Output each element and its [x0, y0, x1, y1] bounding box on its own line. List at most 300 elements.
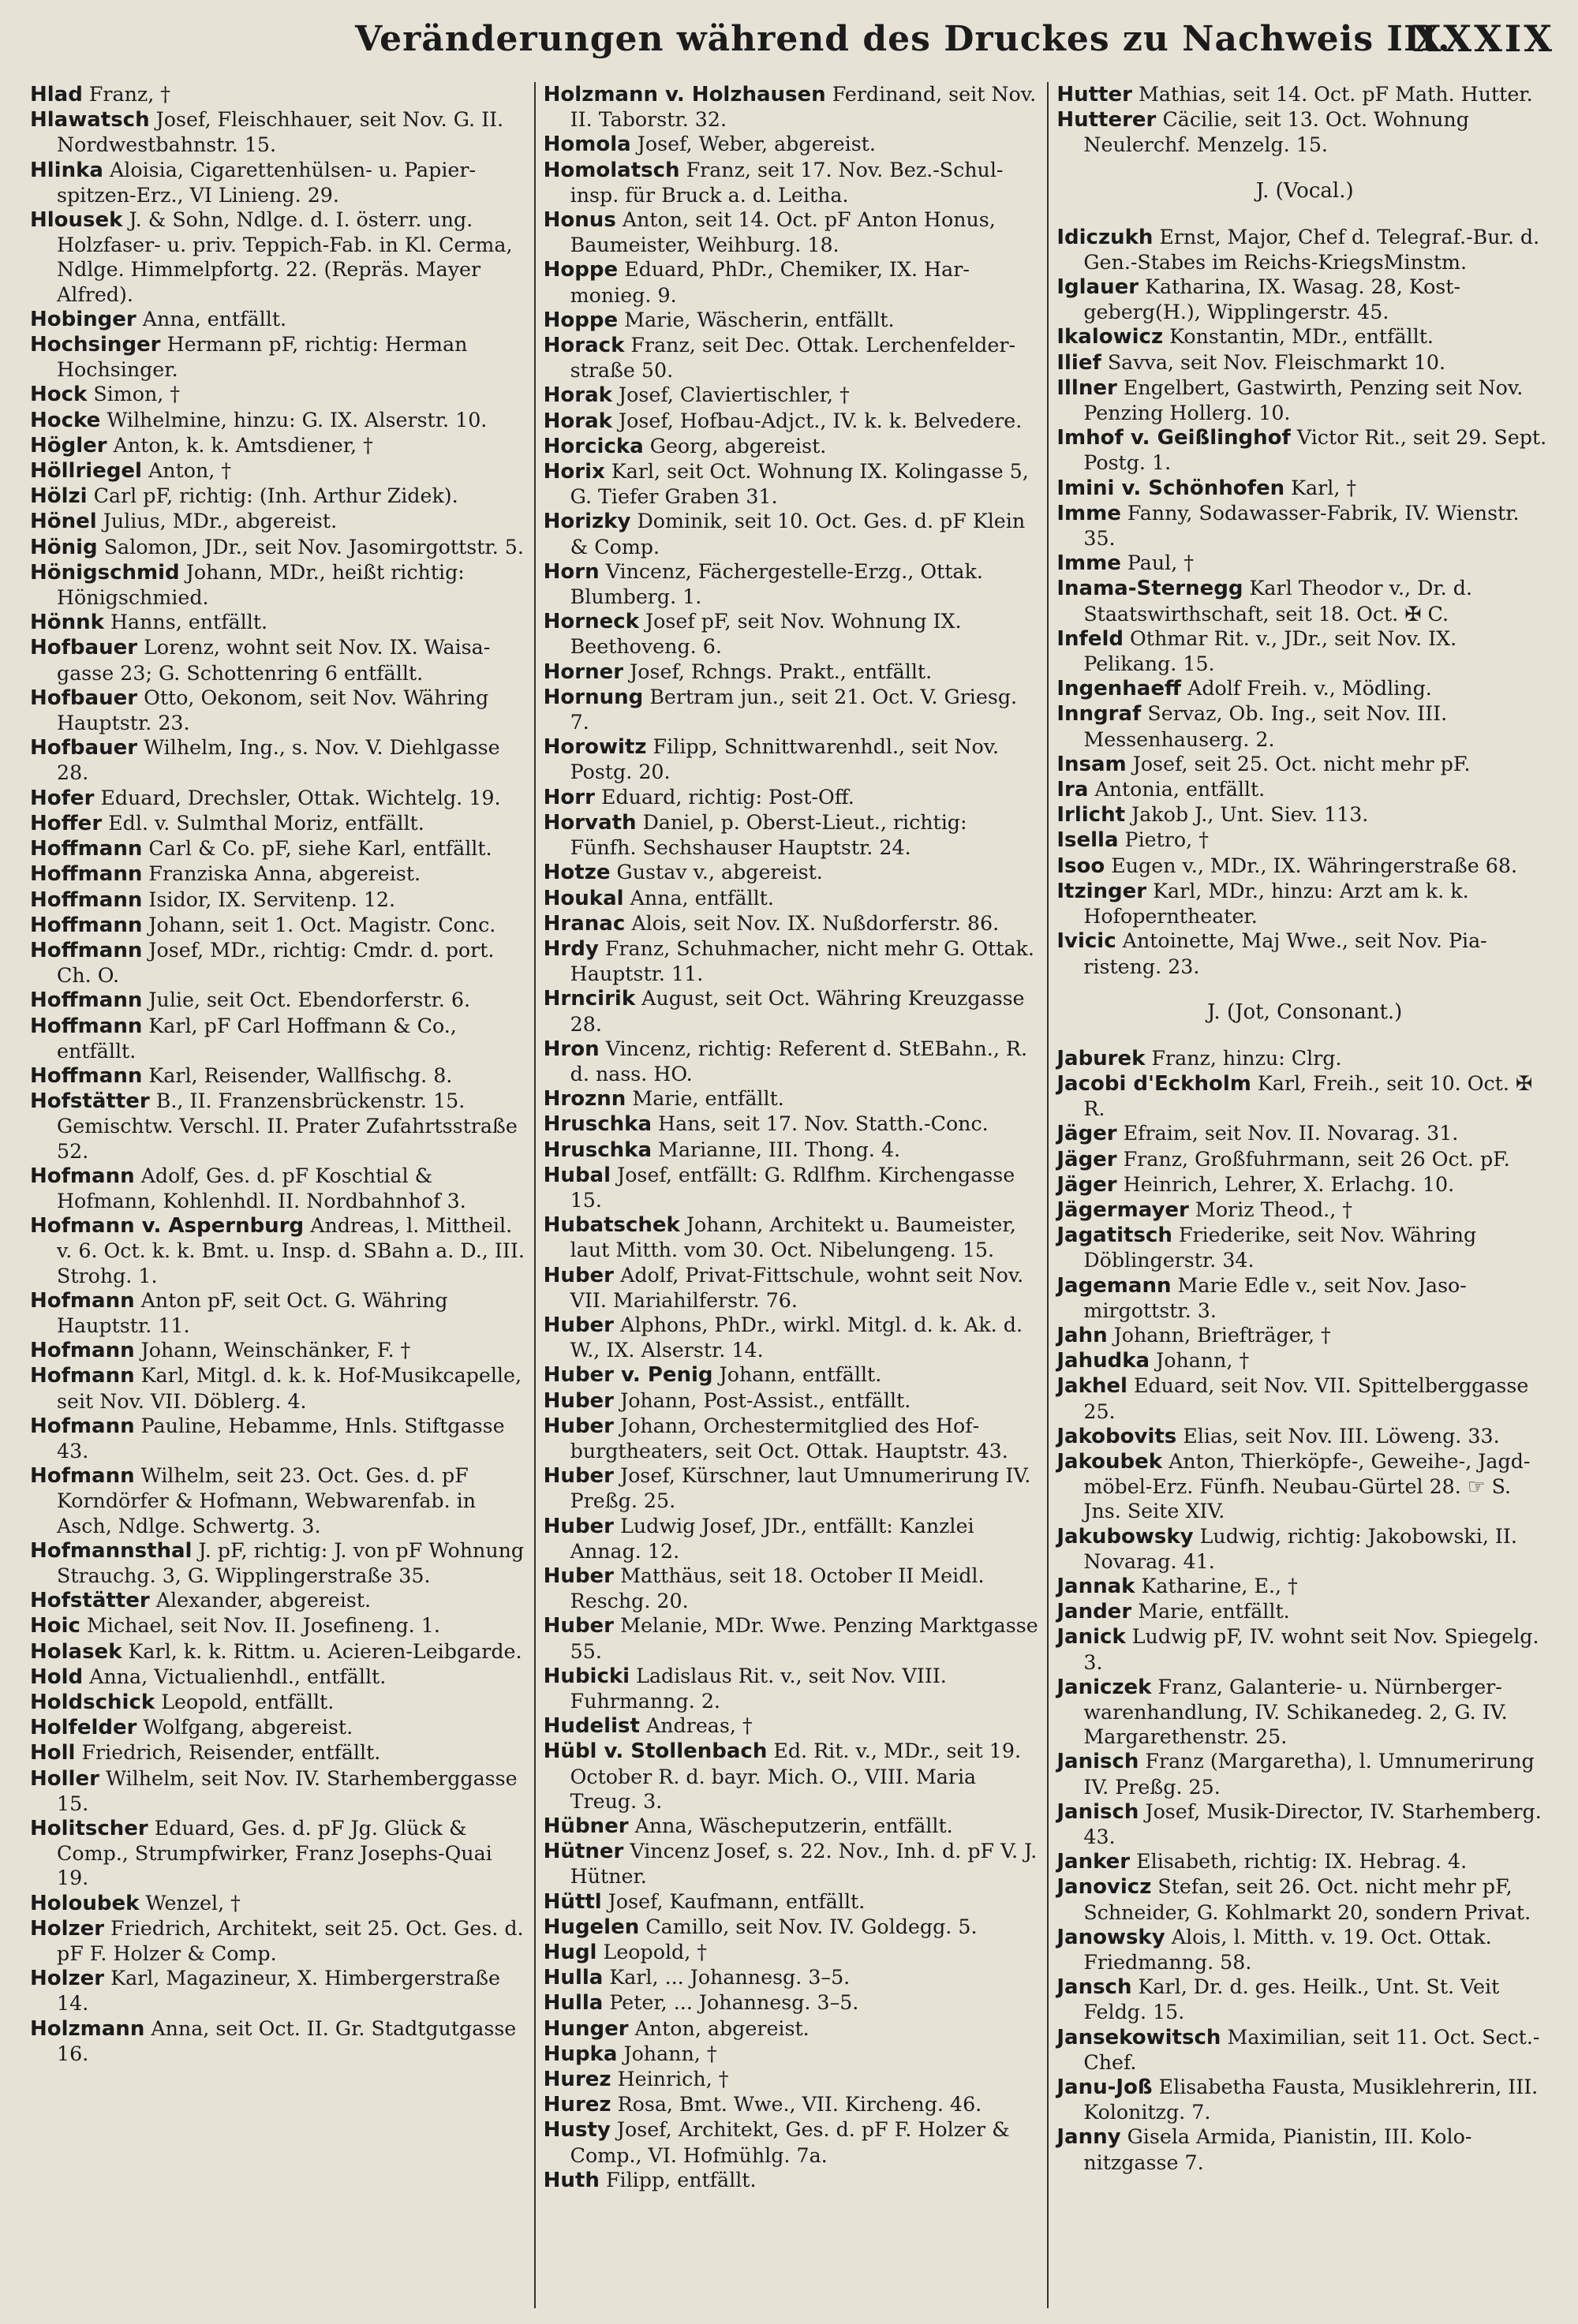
entry-text: Franz, seit Dec. Ottak. Lerchenfelderstraße 50. [570, 334, 1015, 383]
entry-name: Hrdy [543, 936, 599, 961]
entry-text: Antonia, entfällt. [1094, 778, 1266, 801]
entry-text: August, seit Oct. Währing Kreuzgasse 28. [570, 987, 1025, 1036]
entry-text: Jakob J., Unt. Siev. 113. [1131, 803, 1369, 827]
entry-name: Huber [543, 1414, 615, 1438]
entry-name: Hunger [543, 2016, 629, 2041]
directory-entry [30, 307, 526, 332]
entry-text: Ferdinand, seit Nov. II. Taborstr. 32. [570, 83, 1037, 132]
directory-entry [30, 1740, 526, 1765]
entry-text: Karl, Reisender, Wallfischg. 8. [148, 1063, 453, 1087]
entry-text: Josef, Kürschner, laut Umnumerirung IV. Preßg. 25. [570, 1464, 1031, 1513]
directory-entry [30, 382, 526, 407]
entry-text: Anna, entfällt. [142, 307, 287, 331]
directory-entry [30, 913, 526, 938]
directory-entry [544, 860, 1040, 885]
directory-entry [1056, 676, 1553, 701]
directory-entry [1056, 1874, 1553, 1924]
entry-name: Huth [543, 2168, 600, 2192]
directory-entry [30, 1063, 526, 1089]
entry-name: Hock [30, 383, 88, 407]
entry-name: Horix [543, 460, 605, 484]
entry-name: Jakubowsky [1056, 1524, 1194, 1549]
directory-entry [1056, 2025, 1553, 2075]
directory-entry [1056, 828, 1553, 853]
directory-entry [30, 735, 526, 785]
entry-text: Ed. Rit. v., MDr., seit 19. October R. d. bayr. Mich. O., VIII. Maria Treug. 3. [570, 1739, 1022, 1813]
entry-text: Friederike, seit Nov. Währing Döblingerstr. 34. [1083, 1224, 1477, 1272]
entry-text: Anton pF, seit Oct. G. Währing Hauptstr. 11. [57, 1288, 448, 1337]
directory-entry [1056, 2075, 1553, 2124]
directory-entry [1056, 1849, 1553, 1874]
entry-name: Hupka [543, 2042, 618, 2066]
entry-text: Wilhelmine, hinzu: G. IX. Alserstr. 10. [107, 408, 488, 432]
entry-name: Imhof v. Geißlinghof [1056, 426, 1291, 450]
entry-text: Johann, Architekt u. Baumeister, laut Mitth. vom 30. Oct. Nibelungeng. 15. [570, 1213, 1016, 1262]
directory-entry [544, 1839, 1040, 1889]
directory-entry [1056, 1449, 1553, 1524]
entry-name: Hugl [543, 1941, 597, 1965]
entry-text: Efraim, seit Nov. II. Novarag. 31. [1123, 1122, 1459, 1145]
directory-entry [1056, 1223, 1553, 1272]
entry-text: Wenzel, † [145, 1891, 241, 1915]
entry-name: Ivicic [1056, 929, 1116, 954]
entry-text: Anna, seit Oct. II. Gr. Stadtgutgasse 16. [57, 2016, 517, 2065]
directory-entry [544, 1514, 1040, 1564]
directory-entry [544, 158, 1040, 207]
directory-entry [544, 308, 1040, 333]
entry-text: Filipp, Schnittwarenhdl., seit Nov. Postg. 20. [570, 735, 1000, 784]
directory-entry [30, 1463, 526, 1538]
entry-text: Isidor, IX. Servitenp. 12. [148, 887, 396, 911]
entry-text: Johann, Weinschänker, F. † [140, 1339, 411, 1362]
entry-name: Hütner [543, 1840, 624, 1864]
directory-entry [1056, 425, 1553, 475]
entry-text: Karl, k. k. Rittm. u. Acieren-Leibgarde. [128, 1639, 522, 1663]
entry-name: Huber [543, 1564, 615, 1588]
entry-name: Hoffmann [30, 837, 143, 861]
entry-name: Jaburek [1056, 1046, 1146, 1070]
entry-text: Wilhelm, seit 23. Oct. Ges. d. pF Korndörfer & Hofmann, Webwarenfab. in Asch, Ndlge. Schwertg. 3. [57, 1464, 477, 1538]
entry-text: Franz, seit 17. Nov. Bez.-Schulinsp. für Bruck a. d. Leitha. [570, 158, 1004, 207]
entry-text: Eugen v., MDr., IX. Währingerstraße 68. [1111, 854, 1518, 877]
entry-text: Karl, pF Carl Hoffmann & Co., entfällt. [57, 1014, 457, 1063]
entry-name: Itzinger [1056, 879, 1147, 903]
directory-entry [544, 2016, 1040, 2042]
entry-name: Illner [1056, 376, 1117, 400]
entry-name: Horr [543, 785, 595, 809]
directory-entry [544, 1664, 1040, 1713]
directory-entry [1056, 802, 1553, 828]
entry-name: Hönigschmid [30, 560, 180, 585]
entry-name: Isella [1056, 828, 1119, 853]
entry-name: Hofstätter [30, 1089, 150, 1114]
directory-entry [1056, 1675, 1553, 1750]
directory-entry [544, 659, 1040, 685]
entry-text: Aloisia, Cigarettenhülsen- u. Papierspitzen-Erz., VI Linieng. 29. [57, 158, 477, 207]
directory-entry [544, 82, 1040, 132]
entry-text: Anton, k. k. Amtsdiener, † [113, 433, 373, 457]
entry-text: Johann, Briefträger, † [1113, 1323, 1331, 1347]
entry-name: Hulla [543, 1966, 604, 1990]
entry-text: Hanns, entfällt. [110, 611, 268, 634]
directory-entry [544, 459, 1040, 509]
directory-entry [544, 734, 1040, 784]
directory-entry [544, 936, 1040, 986]
entry-text: Marie Edle v., seit Nov. Jasomirgottstr. 3. [1083, 1273, 1467, 1322]
directory-entry [1056, 854, 1553, 879]
entry-text: Bertram jun., seit 21. Oct. V. Griesg. 7. [570, 685, 1018, 734]
entry-text: Eduard, Drechsler, Ottak. Wichtelg. 19. [100, 786, 501, 809]
entry-text: Hermann pF, richtig: Herman Hochsinger. [57, 333, 468, 382]
entry-name: Hofmann [30, 1464, 135, 1489]
directory-entry [30, 332, 526, 382]
entry-name: Hoppe [543, 258, 619, 282]
directory-entry [1056, 1046, 1553, 1071]
directory-entry [30, 1639, 526, 1665]
entry-name: Hönig [30, 535, 98, 559]
entry-name: Hofmannsthal [30, 1538, 193, 1563]
entry-text: Marie, Wäscherin, entfällt. [624, 308, 895, 331]
directory-entry [1056, 1323, 1553, 1348]
entry-text: Josef, Hofbau-Adjct., IV. k. k. Belvedere. [619, 409, 1023, 432]
entry-text: Ernst, Major, Chef d. Telegraf.-Bur. d. Gen.-Stabes im Reichs-KriegsMinstm. [1083, 225, 1540, 274]
directory-entry [30, 786, 526, 811]
directory-entry [30, 458, 526, 484]
entry-text: Karl, Freih., seit 10. Oct. ✠ R. [1083, 1071, 1533, 1121]
entry-name: Hubatschek [543, 1213, 680, 1238]
entry-text: Karl, seit Oct. Wohnung IX. Kolingasse 5, G. Tiefer Graben 31. [570, 460, 1029, 509]
directory-entry [30, 207, 526, 307]
entry-text: Ladislaus Rit. v., seit Nov. VIII. Fuhrmanng. 2. [570, 1664, 947, 1713]
entry-text: Mathias, seit 14. Oct. pF Math. Hutter. [1138, 83, 1533, 106]
entry-text: Franziska Anna, abgereist. [148, 862, 421, 886]
entry-name: Hofmann [30, 1414, 135, 1438]
entry-name: Hugelen [543, 1915, 640, 1939]
entry-text: Elias, seit Nov. III. Löweng. 33. [1183, 1424, 1500, 1448]
directory-entry [30, 433, 526, 458]
entry-name: Hlousek [30, 208, 123, 233]
entry-text: Katharina, IX. Wasag. 28, Kostgeberg(H.), Wipplingerstr. 45. [1083, 275, 1461, 324]
entry-name: Hoffer [30, 811, 103, 835]
directory-entry [30, 1414, 526, 1463]
entry-text: Adolf, Privat-Fittschule, wohnt seit Nov. VII. Mariahilferstr. 76. [570, 1263, 1024, 1312]
directory-entry [544, 609, 1040, 659]
directory-entry [30, 1966, 526, 2016]
directory-entry [1056, 1197, 1553, 1223]
entry-text: Daniel, p. Oberst-Lieut., richtig: Fünfh. Sechshauser Hauptstr. 24. [570, 810, 967, 860]
directory-entry [30, 1538, 526, 1588]
entry-name: Hoffmann [30, 913, 143, 937]
entry-text: Vincenz, Fächergestelle-Erzg., Ottak. Blumberg. 1. [570, 559, 983, 609]
entry-name: Ingenhaeff [1056, 677, 1182, 701]
entry-name: Hubal [543, 1163, 611, 1187]
entry-name: Hruschka [543, 1112, 652, 1137]
entry-text: Stefan, seit 26. Oct. nicht mehr pF, Schneider, G. Kohlmarkt 20, sondern Privat. [1083, 1875, 1531, 1924]
entry-text: Andreas, l. Mittheil. v. 6. Oct. k. k. Bmt. u. Insp. d. SBahn a. D., III. Strohg. 1. [57, 1214, 525, 1287]
entry-name: Hofmann v. Aspernburg [30, 1214, 305, 1239]
directory-entry [30, 408, 526, 433]
directory-entry [544, 2168, 1040, 2193]
directory-entry [544, 409, 1040, 434]
entry-text: Ludwig Josef, JDr., entfällt: Kanzlei Annag. 12. [570, 1514, 974, 1563]
entry-text: Elisabetha Fausta, Musiklehrerin, III. Kolonitzg. 7. [1083, 2076, 1539, 2124]
directory-entry [1056, 551, 1553, 576]
entry-text: Vincenz, richtig: Referent d. StEBahn., R. d. nass. HO. [570, 1037, 1028, 1085]
entry-text: Heinrich, † [617, 2068, 729, 2091]
directory-entry [544, 1564, 1040, 1613]
directory-entry [30, 1089, 526, 1164]
directory-entry [30, 560, 526, 610]
entry-name: Holdschick [30, 1691, 155, 1714]
directory-entry [544, 685, 1040, 734]
entry-name: Idiczukh [1056, 225, 1154, 249]
entry-text: Anna, entfällt. [630, 886, 774, 910]
entry-name: Huber [543, 1464, 615, 1489]
entry-name: Holzmann [30, 2016, 145, 2041]
directory-entry [30, 158, 526, 207]
directory-entry [30, 1588, 526, 1613]
page-title: Veränderungen während des Druckes zu Nachweis III. [355, 19, 1451, 59]
entry-text: Friedrich, Architekt, seit 25. Oct. Ges. d. pF F. Holzer & Comp. [57, 1916, 524, 1966]
entry-text: Pauline, Hebamme, Hnls. Stiftgasse 43. [57, 1414, 505, 1463]
directory-entry [544, 1263, 1040, 1313]
entry-text: Ludwig pF, IV. wohnt seit Nov. Spiegelg. 3. [1083, 1625, 1539, 1674]
directory-entry [30, 887, 526, 913]
entry-name: Jander [1056, 1600, 1132, 1624]
directory-entry [544, 1362, 1040, 1388]
entry-name: Janick [1056, 1625, 1126, 1650]
directory-entry [30, 509, 526, 534]
directory-entry [544, 1965, 1040, 1990]
entry-name: Huber [543, 1614, 615, 1638]
directory-entry [544, 434, 1040, 459]
entry-name: Hoppe [543, 308, 619, 332]
entry-text: Wolfgang, abgereist. [143, 1716, 353, 1739]
entry-text: Heinrich, Lehrer, X. Erlachg. 10. [1123, 1172, 1455, 1196]
entry-name: Jakoubek [1056, 1449, 1163, 1474]
entry-text: Victor Rit., seit 29. Sept. Postg. 1. [1083, 426, 1547, 475]
entry-name: Hurez [543, 2068, 611, 2092]
directory-entry [30, 610, 526, 635]
entry-name: Jacobi d'Eckholm [1056, 1071, 1251, 1096]
directory-entry [30, 1213, 526, 1288]
entry-name: Hofbauer [30, 736, 138, 760]
directory-entry [1056, 1172, 1553, 1197]
directory-entry [1056, 1071, 1553, 1121]
entry-text: Simon, † [93, 383, 181, 406]
page-number: XXXIX [1412, 17, 1554, 60]
entry-text: Carl pF, richtig: (Inh. Arthur Zidek). [93, 484, 458, 508]
entry-name: Jagemann [1056, 1273, 1172, 1298]
entry-text: Leopold, entfällt. [161, 1691, 335, 1713]
entry-text: Alois, seit Nov. IX. Nußdorferstr. 86. [631, 911, 1000, 935]
page-header [24, 8, 1554, 74]
entry-name: Ikalowicz [1056, 325, 1164, 349]
directory-entry [30, 861, 526, 887]
entry-name: Jägermayer [1056, 1197, 1189, 1222]
entry-text: Alexander, abgereist. [155, 1589, 372, 1612]
entry-text: Lorenz, wohnt seit Nov. IX. Waisagasse 23; G. Schottenring 6 entfällt. [57, 636, 491, 685]
entry-name: Hofbauer [30, 636, 138, 660]
directory-entry [544, 2042, 1040, 2067]
entry-text: Wilhelm, seit Nov. IV. Starhemberggasse 15. [57, 1766, 518, 1815]
directory-entry [544, 1086, 1040, 1112]
directory-entry [544, 2092, 1040, 2117]
entry-name: Hranac [543, 911, 626, 936]
directory-entry [544, 1463, 1040, 1513]
entry-name: Hutterer [1056, 108, 1157, 133]
directory-entry [30, 107, 526, 157]
directory-entry [1056, 626, 1553, 676]
entry-text: Franz, Großfuhrmann, seit 26 Oct. pF. [1123, 1147, 1510, 1171]
entry-text: Fanny, Sodawasser-Fabrik, IV. Wienstr. 35. [1083, 501, 1520, 551]
entry-name: Holzmann v. Holzhausen [543, 83, 826, 106]
entry-name: Holfelder [30, 1716, 137, 1740]
column-2 [534, 82, 1048, 2308]
directory-entry [30, 1338, 526, 1363]
entry-text: Franz, hinzu: Clrg. [1151, 1046, 1342, 1070]
directory-entry [544, 1940, 1040, 1965]
entry-text: Paul, † [1127, 551, 1194, 575]
directory-entry [1056, 701, 1553, 751]
entry-name: Hrncirik [543, 987, 636, 1011]
entry-name: Janisch [1056, 1750, 1139, 1774]
entry-name: Hofmann [30, 1164, 135, 1188]
entry-name: Holl [30, 1741, 76, 1765]
directory-entry [1056, 752, 1553, 777]
directory-entry [544, 2117, 1040, 2167]
entry-text: Eduard, PhDr., Chemiker, IX. Harmonieg. 9. [570, 258, 970, 307]
entry-name: Houkal [543, 886, 624, 910]
entry-text: Hans, seit 17. Nov. Statth.-Conc. [658, 1112, 989, 1136]
entry-text: Adolf, Ges. d. pF Koschtial & Hofmann, Kohlenhdl. II. Nordbahnhof 3. [57, 1164, 466, 1212]
entry-name: Hochsinger [30, 333, 161, 357]
directory-entry [1056, 1373, 1553, 1423]
entry-name: Hold [30, 1665, 84, 1689]
directory-entry [30, 82, 526, 107]
entry-name: Jakhel [1056, 1374, 1127, 1399]
entry-name: Holzer [30, 1916, 105, 1941]
entry-text: Anna, Wäscheputzerin, entfällt. [634, 1814, 953, 1838]
entry-text: Franz, † [88, 83, 170, 106]
directory-entry [544, 559, 1040, 609]
entry-name: Hoffmann [30, 938, 143, 962]
entry-text: Marie, entfällt. [632, 1087, 784, 1111]
directory-entry [1056, 576, 1553, 626]
entry-name: Janny [1056, 2125, 1121, 2150]
entry-name: Hoffmann [30, 988, 143, 1013]
entry-name: Hofmann [30, 1339, 135, 1363]
entry-text: Julius, MDr., abgereist. [103, 510, 338, 533]
entry-text: Carl & Co. pF, siehe Karl, entfällt. [148, 837, 492, 861]
entry-name: Jansch [1056, 1975, 1132, 2000]
entry-name: Jahn [1056, 1323, 1108, 1347]
entry-text: Othmar Rit. v., JDr., seit Nov. IX. Pelikang. 15. [1083, 626, 1457, 676]
entry-text: Gustav v., abgereist. [616, 861, 823, 884]
entry-text: Josef, entfällt: G. Rdlfhm. Kirchengasse 15. [570, 1163, 1015, 1212]
directory-entry [30, 686, 526, 735]
entry-name: Husty [543, 2118, 611, 2143]
directory-entry [544, 1713, 1040, 1739]
entry-name: Höllriegel [30, 459, 142, 484]
entry-name: Hoffmann [30, 1014, 143, 1038]
entry-text: Gisela Armida, Pianistin, III. Kolonitzgasse 7. [1083, 2125, 1472, 2174]
entry-name: Jansekowitsch [1056, 2025, 1221, 2049]
entry-name: Hoic [30, 1614, 80, 1638]
entry-name: Hofmann [30, 1288, 135, 1313]
directory-entry [544, 1414, 1040, 1463]
directory-entry [1056, 1524, 1553, 1574]
entry-text: Josef, Kaufmann, entfällt. [608, 1889, 866, 1913]
directory-entry [1056, 1599, 1553, 1624]
directory-entry [30, 1891, 526, 1916]
entry-name: Infeld [1056, 626, 1124, 651]
directory-entry [544, 509, 1040, 559]
entry-text: Franz, Schuhmacher, nicht mehr G. Ottak. Hauptstr. 11. [570, 936, 1034, 986]
entry-text: Anton, seit 14. Oct. pF Anton Honus, Baumeister, Weihburg. 18. [570, 208, 996, 257]
entry-name: Holoubek [30, 1891, 140, 1915]
entry-text: Josef, Weber, abgereist. [637, 133, 876, 156]
directory-entry [1056, 1749, 1553, 1799]
entry-text: Marianne, III. Thong. 4. [658, 1138, 901, 1161]
entry-name: Isoo [1056, 854, 1105, 878]
entry-name: Hobinger [30, 307, 136, 331]
entry-text: Marie, entfällt. [1138, 1600, 1290, 1623]
entry-text: Rosa, Bmt. Wwe., VII. Kircheng. 46. [617, 2093, 982, 2117]
entry-text: Johann, entfällt. [719, 1363, 882, 1387]
entry-text: Karl, Magazineur, X. Himbergerstraße 14. [57, 1967, 500, 2016]
directory-entry [30, 1363, 526, 1413]
directory-entry [544, 810, 1040, 860]
entry-text: Karl Theodor v., Dr. d. Staatswirthschaft, seit 18. Oct. ✠ C. [1083, 577, 1472, 626]
entry-text: Savva, seit Nov. Fleischmarkt 10. [1107, 350, 1446, 374]
directory-entry [544, 2067, 1040, 2092]
directory-entry [1056, 82, 1553, 107]
entry-name: Horvath [543, 810, 637, 835]
entry-name: Hulla [543, 1991, 604, 2016]
entry-text: Katharine, E., † [1141, 1574, 1298, 1597]
directory-entry [30, 1916, 526, 1966]
entry-text: Elisabeth, richtig: IX. Hebrag. 4. [1136, 1850, 1468, 1874]
directory-entry [544, 1990, 1040, 2016]
entry-text: Michael, seit Nov. II. Josefineng. 1. [87, 1614, 440, 1638]
entry-name: Homola [543, 133, 631, 157]
entry-name: Hönnk [30, 611, 104, 635]
directory-entry [544, 986, 1040, 1036]
directory-entry [1056, 225, 1553, 275]
entry-text: B., II. Franzensbrückenstr. 15. Gemischtw. Verschl. II. Prater Zufahrtsstraße 52. [57, 1089, 518, 1163]
directory-entry [544, 132, 1040, 157]
entry-text: Edl. v. Sulmthal Moriz, entfällt. [108, 811, 424, 835]
directory-entry [1056, 107, 1553, 157]
entry-name: Hotze [543, 861, 611, 885]
entry-name: Ilief [1056, 350, 1101, 375]
entry-text: Johann, Post-Assist., entfällt. [620, 1388, 911, 1412]
entry-name: Hurez [543, 2093, 611, 2117]
entry-name: Huber v. Penig [543, 1363, 713, 1388]
entry-name: Jakobovits [1056, 1424, 1177, 1448]
directory-entry [544, 257, 1040, 307]
entry-text: Pietro, † [1124, 828, 1209, 852]
entry-name: Horizky [543, 510, 631, 534]
entry-name: Hoffmann [30, 887, 143, 912]
entry-text: Karl, Dr. d. ges. Heilk., Unt. St. Veit Feldg. 15. [1083, 1975, 1500, 2024]
column-3 [1047, 82, 1561, 2308]
entry-text: Cäcilie, seit 13. Oct. Wohnung Neulerchf. Menzelg. 15. [1083, 108, 1469, 157]
entry-text: Peter, ... Johannesg. 3–5. [609, 1991, 859, 2015]
directory-entry [1056, 1925, 1553, 1975]
directory-entry [30, 1816, 526, 1891]
